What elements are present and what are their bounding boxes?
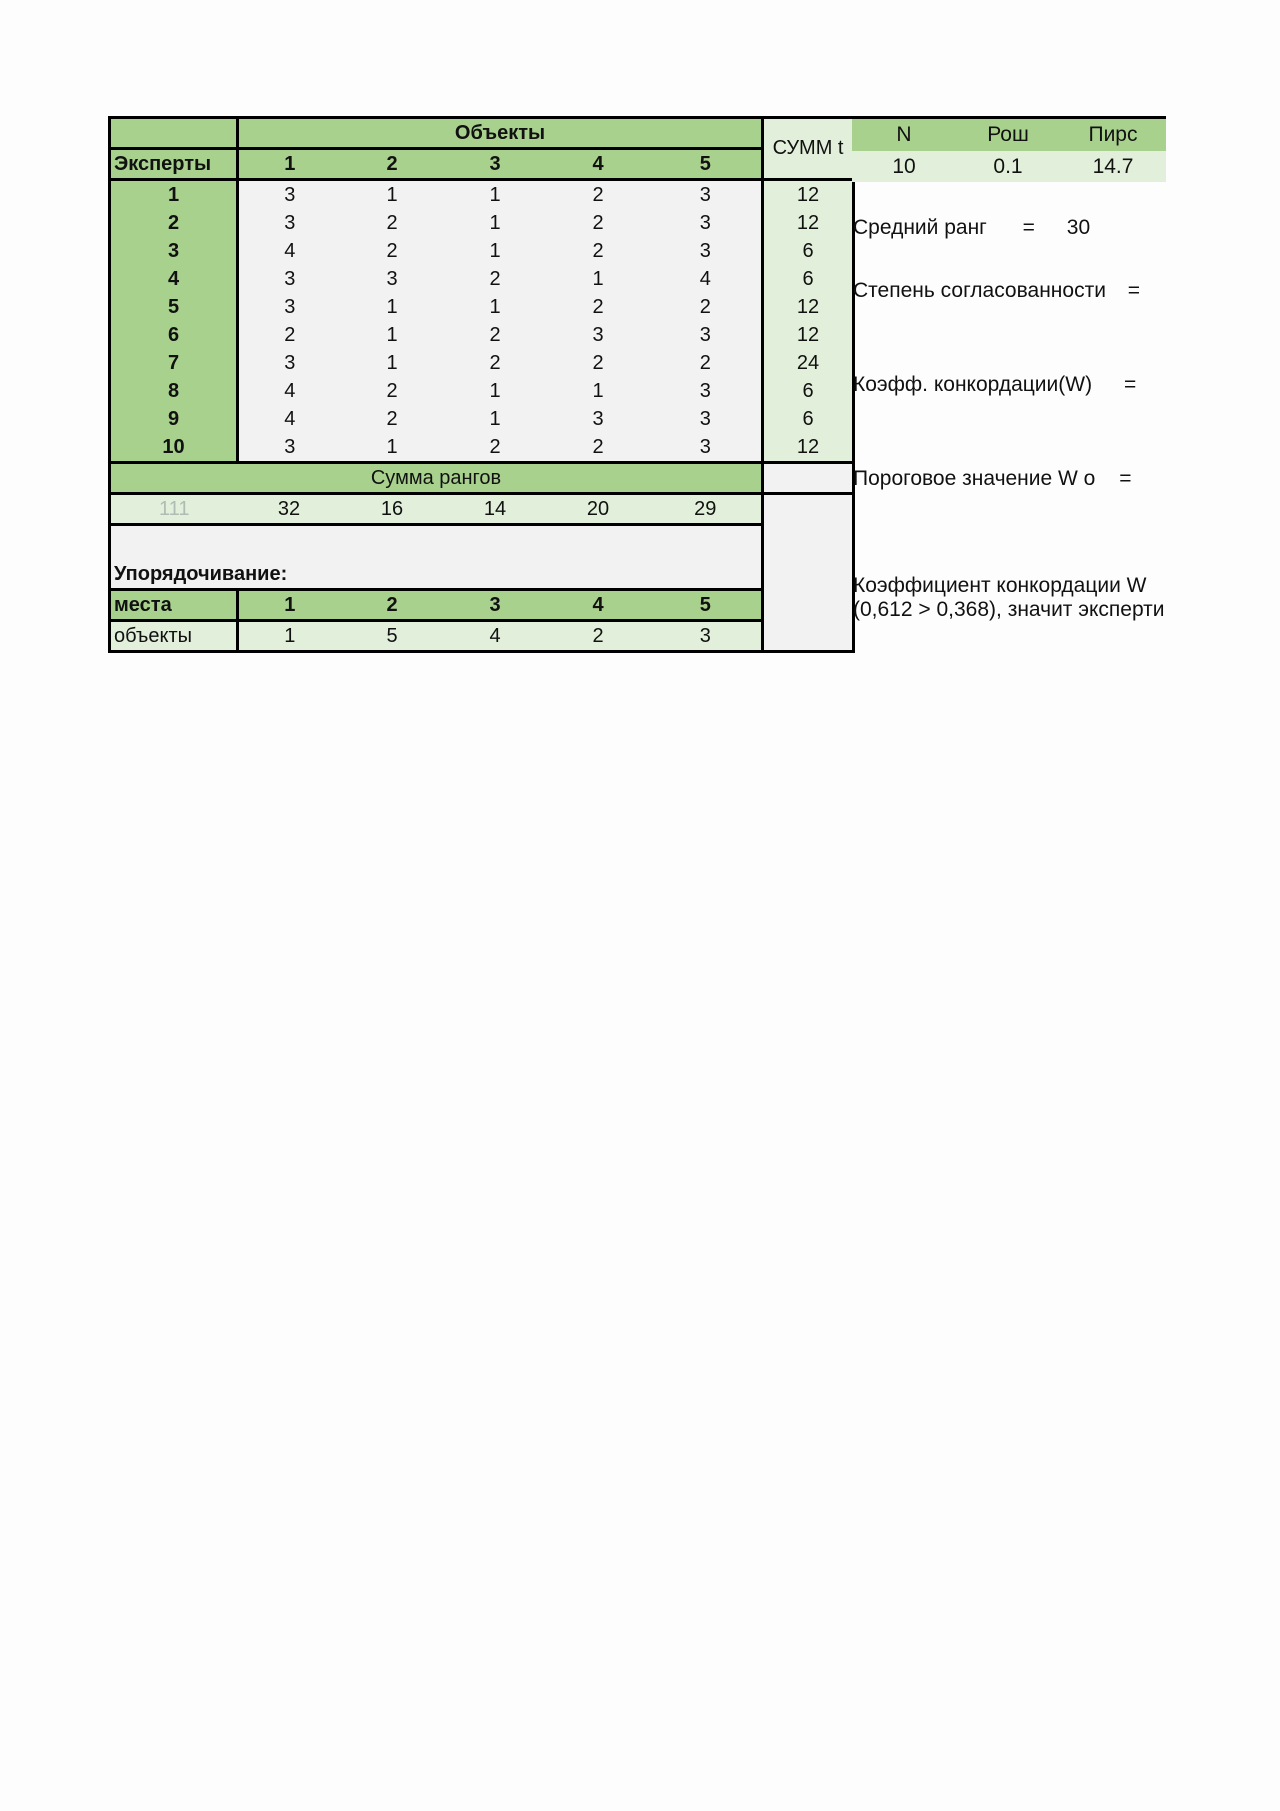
- rank-cell: 3: [238, 293, 341, 321]
- stat-value-pirs: 14.7: [1060, 151, 1166, 182]
- expert-number: 4: [110, 265, 238, 293]
- rank-cell: 2: [341, 405, 444, 433]
- conclusion-line-1: Коэффициент конкордации W: [853, 574, 1147, 597]
- sum-t-header: СУММ t: [763, 118, 854, 180]
- expert-number: 3: [110, 237, 238, 265]
- table-row: [110, 377, 854, 405]
- objects-header: Объекты: [238, 118, 763, 149]
- header-row-numbers: [110, 149, 854, 180]
- rank-sum-total: 111: [110, 494, 238, 525]
- expert-number: 9: [110, 405, 238, 433]
- rank-cell: 3: [650, 405, 763, 433]
- rank-cell: 3: [341, 265, 444, 293]
- rank-cell: 2: [547, 293, 650, 321]
- mean-rank-value: 30: [1066, 216, 1091, 239]
- rank-sum-value: 20: [547, 494, 650, 525]
- threshold-label: Пороговое значение W о: [853, 467, 1096, 490]
- rank-cell: 4: [238, 377, 341, 405]
- sum-t-cell: 6: [763, 405, 854, 433]
- sum-t-cell: 6: [763, 237, 854, 265]
- place-number: 1: [238, 590, 341, 621]
- rank-cell: 2: [547, 433, 650, 463]
- sum-t-cell: 12: [763, 293, 854, 321]
- rank-cell: 3: [238, 180, 341, 210]
- rank-cell: 2: [547, 349, 650, 377]
- rank-cell: 1: [547, 377, 650, 405]
- rank-cell: 4: [650, 265, 763, 293]
- rank-cell: 3: [650, 209, 763, 237]
- rank-cell: 2: [547, 209, 650, 237]
- rank-cell: 1: [444, 237, 547, 265]
- empty-cell: [763, 463, 854, 494]
- rank-cell: 3: [547, 321, 650, 349]
- rank-cell: 1: [444, 209, 547, 237]
- mean-rank-line: [853, 216, 1090, 240]
- rank-cell: 3: [650, 377, 763, 405]
- empty-side-cell: [763, 494, 854, 652]
- rank-cell: 1: [547, 265, 650, 293]
- table-row: [110, 349, 854, 377]
- rank-cell: 1: [341, 321, 444, 349]
- ordered-object: 3: [650, 621, 763, 652]
- rank-cell: 3: [650, 433, 763, 463]
- stats-header-row: [852, 118, 1166, 152]
- experts-header: Эксперты: [110, 149, 238, 180]
- threshold-line: [853, 467, 1131, 491]
- threshold-equals: =: [1119, 467, 1132, 490]
- rank-sum-value: 14: [444, 494, 547, 525]
- rank-sums-row: [110, 494, 854, 525]
- rank-cell: 3: [238, 265, 341, 293]
- rank-sum-label-row: [110, 463, 854, 494]
- object-header-4: 4: [547, 149, 650, 180]
- expert-number: 1: [110, 180, 238, 210]
- consistency-line: [853, 279, 1140, 303]
- sum-t-cell: 6: [763, 265, 854, 293]
- stat-value-rosh: 0.1: [956, 151, 1060, 182]
- table-row: [110, 265, 854, 293]
- rank-cell: 2: [341, 209, 444, 237]
- consistency-equals: =: [1127, 279, 1141, 302]
- header-row-objects: [110, 118, 854, 149]
- consistency-label: Степень согласованности: [853, 279, 1106, 302]
- stats-values-row: [852, 151, 1166, 182]
- rank-cell: 2: [444, 265, 547, 293]
- ordering-label-row: [110, 525, 854, 590]
- rank-cell: 3: [238, 433, 341, 463]
- rank-cell: 2: [444, 433, 547, 463]
- rank-cell: 2: [444, 349, 547, 377]
- expert-number: 6: [110, 321, 238, 349]
- rank-cell: 3: [547, 405, 650, 433]
- expert-ranking-table: [108, 116, 855, 653]
- rank-cell: 2: [341, 237, 444, 265]
- rank-sum-value: 32: [238, 494, 341, 525]
- sum-t-cell: 12: [763, 180, 854, 210]
- ordered-object: 1: [238, 621, 341, 652]
- stat-header-n: N: [852, 118, 956, 152]
- concordance-line: [853, 373, 1136, 397]
- expert-number: 10: [110, 433, 238, 463]
- stat-value-n: 10: [852, 151, 956, 182]
- stat-header-pirs: Пирс: [1060, 118, 1166, 152]
- object-header-5: 5: [650, 149, 763, 180]
- places-label: места: [110, 590, 238, 621]
- rank-cell: 2: [341, 377, 444, 405]
- places-row: [110, 590, 854, 621]
- table-row: [110, 433, 854, 463]
- rank-cell: 1: [444, 293, 547, 321]
- statistics-panel: [852, 116, 1166, 716]
- rank-sum-label: Сумма рангов: [110, 463, 763, 494]
- table-row: [110, 321, 854, 349]
- rank-cell: 2: [238, 321, 341, 349]
- ordered-objects-row: [110, 621, 854, 652]
- sum-t-cell: 24: [763, 349, 854, 377]
- mean-rank-equals: =: [1022, 216, 1035, 239]
- stats-header-table: [852, 116, 1166, 182]
- place-number: 3: [444, 590, 547, 621]
- mean-rank-label: Средний ранг: [853, 216, 987, 239]
- rank-cell: 3: [650, 321, 763, 349]
- table-row: [110, 237, 854, 265]
- place-number: 2: [341, 590, 444, 621]
- object-header-2: 2: [341, 149, 444, 180]
- concordance-label: Коэфф. конкордации(W): [853, 373, 1093, 396]
- table-row: [110, 293, 854, 321]
- sum-t-cell: 12: [763, 209, 854, 237]
- table-row: [110, 405, 854, 433]
- objects-row-label: объекты: [110, 621, 238, 652]
- rank-cell: 1: [444, 377, 547, 405]
- object-header-1: 1: [238, 149, 341, 180]
- rank-sum-value: 16: [341, 494, 444, 525]
- ordered-object: 5: [341, 621, 444, 652]
- rank-cell: 3: [238, 209, 341, 237]
- rank-cell: 4: [238, 237, 341, 265]
- rank-cell: 2: [650, 349, 763, 377]
- rank-cell: 3: [238, 349, 341, 377]
- rank-cell: 1: [444, 405, 547, 433]
- ordered-object: 4: [444, 621, 547, 652]
- table-row: [110, 209, 854, 237]
- corner-cell: [110, 118, 238, 149]
- object-header-3: 3: [444, 149, 547, 180]
- rank-sum-value: 29: [650, 494, 763, 525]
- rank-cell: 1: [341, 349, 444, 377]
- table-row: [110, 180, 854, 210]
- rank-cell: 2: [547, 180, 650, 210]
- rank-cell: 1: [341, 180, 444, 210]
- rank-cell: 1: [444, 180, 547, 210]
- rank-cell: 3: [650, 180, 763, 210]
- place-number: 4: [547, 590, 650, 621]
- sum-t-cell: 12: [763, 433, 854, 463]
- rank-cell: 2: [444, 321, 547, 349]
- sum-t-cell: 6: [763, 377, 854, 405]
- rank-cell: 3: [650, 237, 763, 265]
- conclusion-line-2: (0,612 > 0,368), значит эксперти: [853, 598, 1165, 621]
- stat-header-rosh: Рош: [956, 118, 1060, 152]
- expert-number: 2: [110, 209, 238, 237]
- rank-cell: 4: [238, 405, 341, 433]
- ordering-label: Упорядочивание:: [110, 525, 763, 590]
- expert-number: 8: [110, 377, 238, 405]
- ordered-object: 2: [547, 621, 650, 652]
- place-number: 5: [650, 590, 763, 621]
- rank-cell: 1: [341, 433, 444, 463]
- expert-number: 7: [110, 349, 238, 377]
- sum-t-cell: 12: [763, 321, 854, 349]
- rank-cell: 2: [650, 293, 763, 321]
- rank-cell: 1: [341, 293, 444, 321]
- concordance-equals: =: [1123, 373, 1137, 396]
- rank-cell: 2: [547, 237, 650, 265]
- expert-number: 5: [110, 293, 238, 321]
